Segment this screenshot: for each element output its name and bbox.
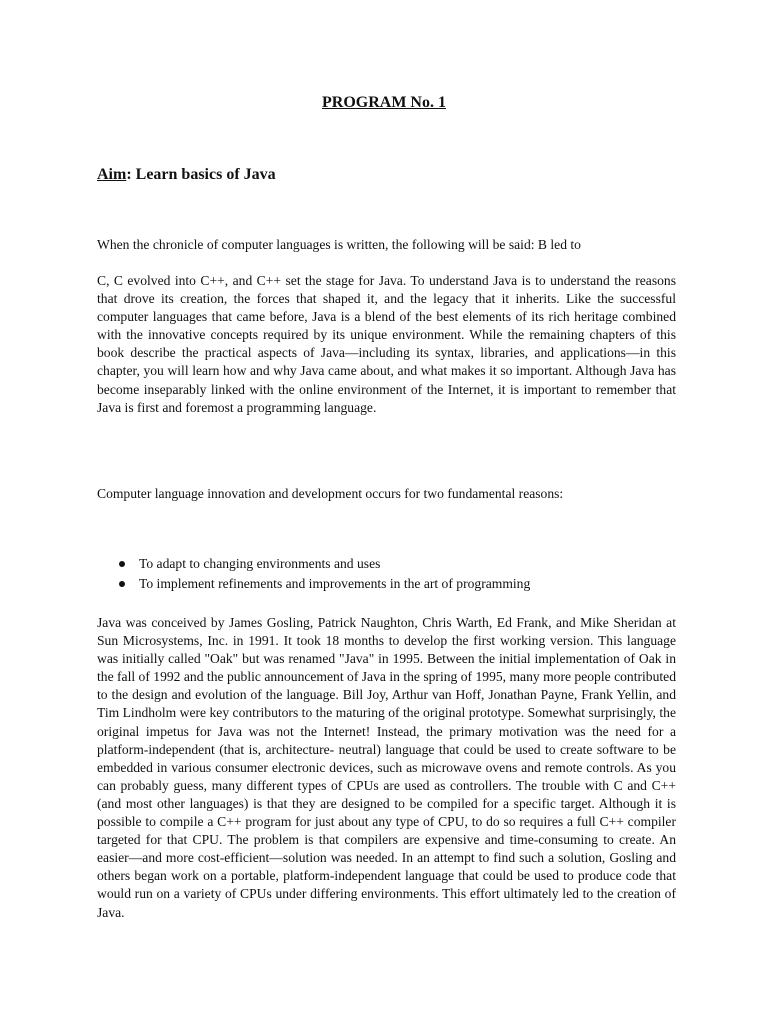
paragraph-reasons: Computer language innovation and development occurs for two fundamental reasons: [97,486,564,501]
aim-heading [97,166,276,184]
aim-text: : Learn basics of Java [126,166,276,183]
aim-label: Aim [97,166,127,183]
paragraph-origins: Java was conceived by James Gosling, Patrick Naughton, Chris Warth, Ed Frank, and Mike Sheridan at Sun Microsystems, Inc. in 1991. It took 18 months to develop the first working version. This language was initially called "Oak" but was renamed "Java" in 1995. Between the initial implementation of Oak in the fall of 1992 and the public announcement of Java in the spring of 1995, many more people contributed to the design and evolution of the language. Bill Joy, Arthur van Hoff, Jonathan Payne, Frank Yellin, and Tim Lindholm were key contributors to the maturing of the original prototype. Somewhat surprisingly, the original impetus for Java was not the Internet! Instead, the primary motivation was the need for a platform-independent (that is, architecture- neutral) language that could be used to create software to be embedded in various consumer electronic devices, such as microwave ovens and remote controls. As you can probably guess, many different types of CPUs are used as controllers. The trouble with C and C++ (and most other languages) is that they are designed to be compiled for a specific target. Although it is possible to compile a C++ program for just about any type of CPU, to do so requires a full C++ compiler targeted for that CPU. The problem is that compilers are expensive and time-consuming to create. An easier—and more cost-efficient—solution was needed. In an attempt to find such a solution, Gosling and others began work on a portable, platform-independent language that could be used to produce code that would run on a variety of CPUs under differing environments. This effort ultimately led to the creation of Java. [97,615,676,920]
paragraph-history: C, C evolved into C++, and C++ set the stage for Java. To understand Java is to understand the reasons that drove its creation, the forces that shaped it, and the legacy that it inherits. Like the successful computer languages that came before, Java is a blend of the best elements of its rich heritage combined with the innovative concepts required by its unique environment. While the remaining chapters of this book describe the practical aspects of Java—including its syntax, libraries, and applications—in this chapter, you will learn how and why Java came about, and what makes it so important. Although Java has become inseparably linked with the online environment of the Internet, it is important to remember that Java is first and foremost a programming language. [97,273,676,415]
bullet-icon [119,581,125,587]
list-item [97,574,677,594]
page-title: PROGRAM No. 1 [322,94,446,111]
list-item-text: To implement refinements and improvements in the art of programming [139,576,531,591]
reasons-list [97,554,677,594]
bullet-icon [119,561,125,567]
intro-sentence: When the chronicle of computer languages is written, the following will be said: B led to [97,237,581,252]
list-item-text: To adapt to changing environments and uses [139,556,381,571]
list-item [97,554,677,574]
